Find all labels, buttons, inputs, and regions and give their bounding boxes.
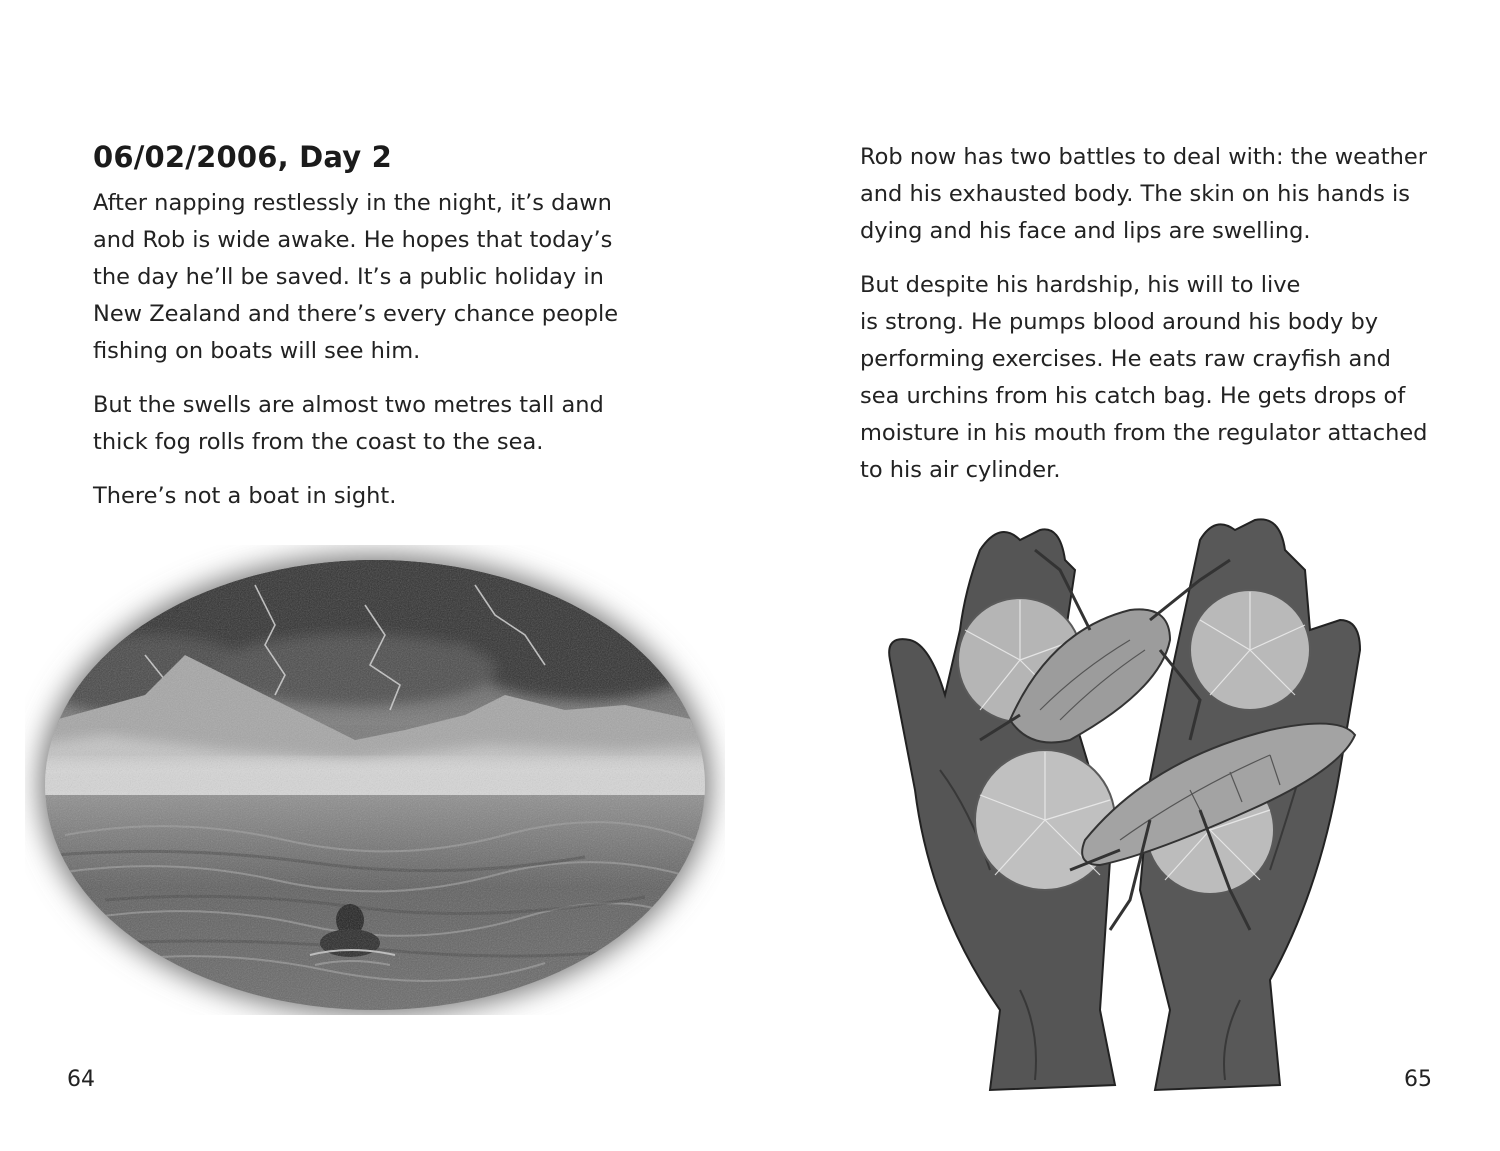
text-line: But despite his hardship, his will to live — [860, 272, 1301, 298]
page-number: 64 — [67, 1067, 95, 1092]
text-line: New Zealand and there’s every chance people — [93, 301, 619, 327]
text-line: After napping restlessly in the night, it’s dawn — [93, 190, 612, 216]
paragraph — [93, 185, 653, 370]
paragraph — [860, 267, 1460, 489]
text-line: to his air cylinder. — [860, 457, 1061, 483]
stormy-sea-illustration — [25, 545, 725, 1015]
text-line: But the swells are almost two metres tall and — [93, 392, 604, 418]
text-line: and his exhausted body. The skin on his hands is — [860, 181, 1410, 207]
text-line: Rob now has two battles to deal with: the weather — [860, 144, 1427, 170]
diary-entry-heading: 06/02/2006, Day 2 — [93, 140, 393, 174]
left-page-text — [93, 185, 653, 532]
text-line: dying and his face and lips are swelling. — [860, 218, 1311, 244]
page-number: 65 — [1404, 1067, 1432, 1092]
text-line: the day he’ll be saved. It’s a public holiday in — [93, 264, 604, 290]
paragraph — [93, 478, 653, 515]
text-line: fishing on boats will see him. — [93, 338, 421, 364]
text-line: is strong. He pumps blood around his body by — [860, 309, 1379, 335]
text-line: sea urchins from his catch bag. He gets drops of — [860, 383, 1406, 409]
paragraph — [860, 139, 1460, 250]
text-line: performing exercises. He eats raw crayfish and — [860, 346, 1391, 372]
text-line: moisture in his mouth from the regulator attached — [860, 420, 1428, 446]
text-line: and Rob is wide awake. He hopes that today’s — [93, 227, 613, 253]
paragraph — [93, 387, 653, 461]
text-line: There’s not a boat in sight. — [93, 483, 397, 509]
right-page — [750, 0, 1500, 1151]
text-line: thick fog rolls from the coast to the sea. — [93, 429, 544, 455]
hands-crayfish-illustration — [870, 510, 1410, 1100]
right-page-text — [860, 139, 1460, 506]
